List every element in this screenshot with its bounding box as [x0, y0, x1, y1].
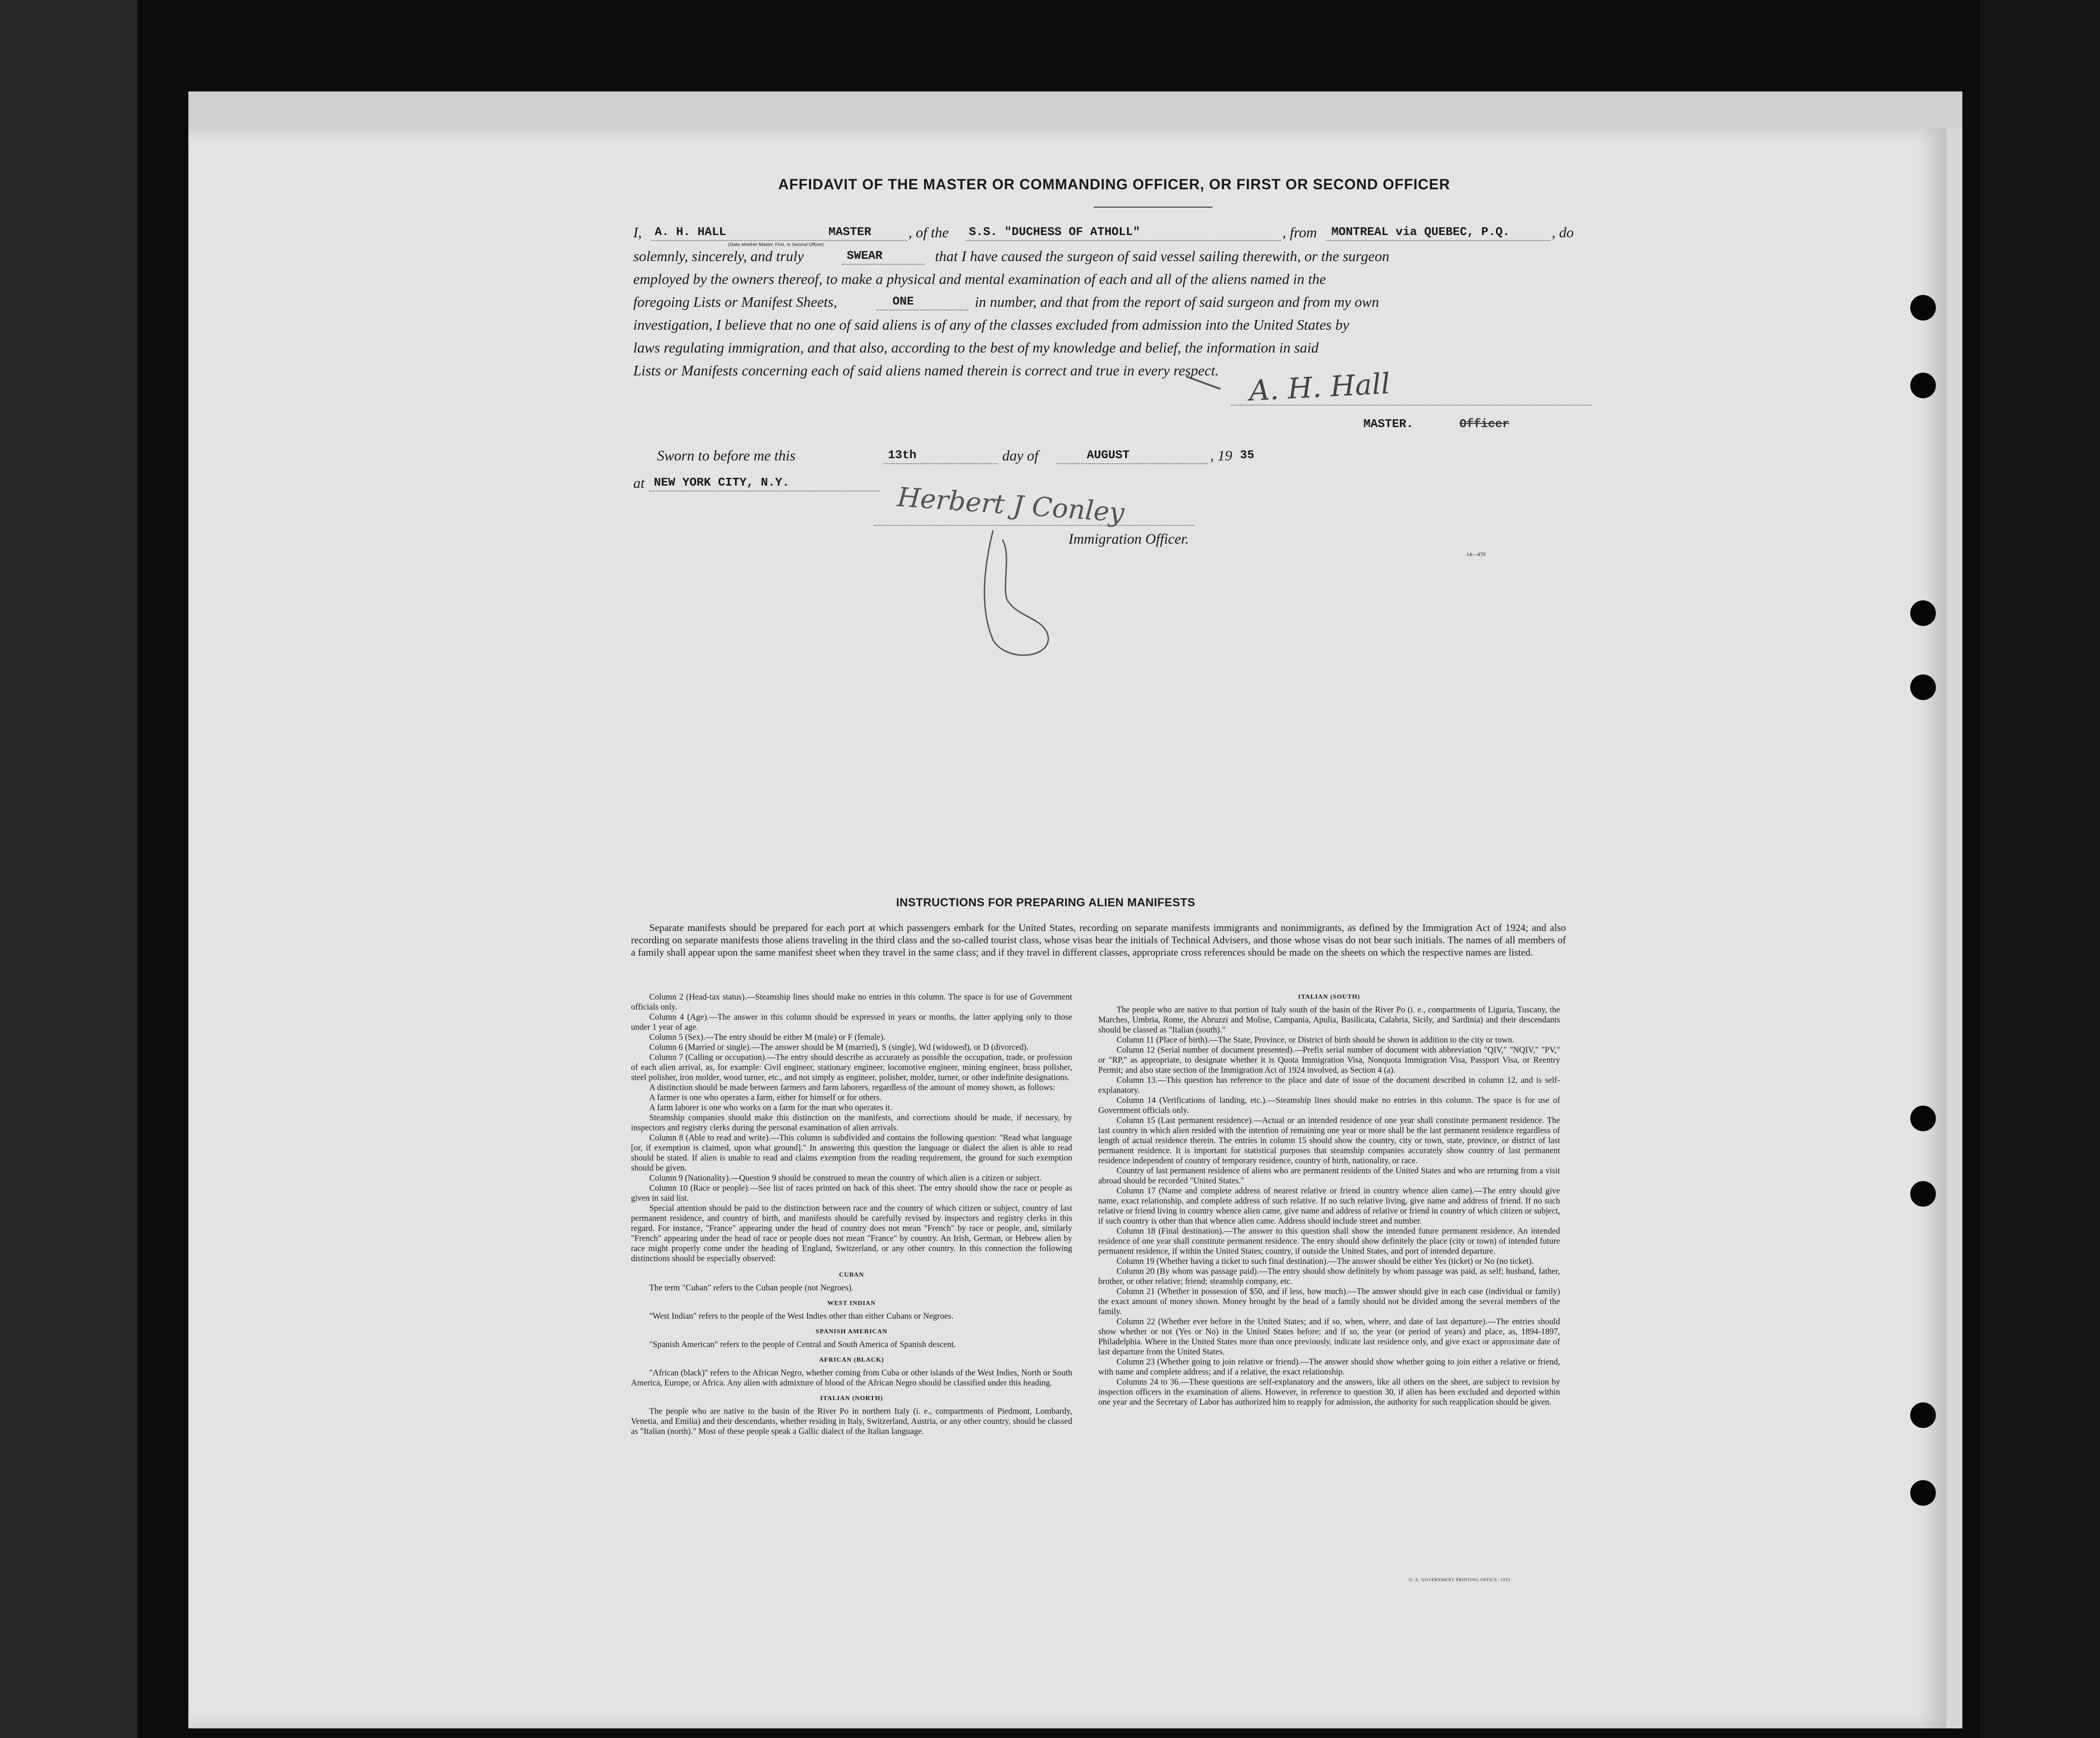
day-of-text: day of: [1002, 447, 1039, 464]
west-indian-text: "West Indian" refers to the people of the West Indies other than either Cubans or Negroes.: [649, 1312, 954, 1321]
ship-fill-line: [966, 240, 1281, 241]
year-prefix: , 19: [1210, 447, 1232, 464]
african-text: "African (black)" refers to the African Negro, whether coming from Cuba or other islands of the West Indies, North or South America, Europe, or Africa. Any alien with admixture of blood of the African Negro should be classified under this heading.: [631, 1369, 1072, 1388]
italian-north-heading: ITALIAN (NORTH): [820, 1395, 883, 1402]
binder-hole: [1910, 1106, 1936, 1131]
right-para: Column 18 (Final destination).—The answer to this question shall show the intended future permanent residence. An intended residence of one year shall constitute permanent residence. The entry should show definitely the place (city or town) of intended future permanent residence, if within the United States; country, if outside the United States, and port of intended departure.: [1098, 1227, 1560, 1256]
left-para: A distinction should be made between farmers and farm laborers, regardless of the amount of money shown, as follows:: [649, 1083, 1055, 1092]
oath-fill-line: [842, 264, 924, 265]
left-para: Column 9 (Nationality).—Question 9 should be construed to mean the country of which alien is a citizen or subject.: [649, 1174, 1042, 1183]
master-name: A. H. HALL: [655, 225, 727, 239]
affidavit-line-4a: foregoing Lists or Manifest Sheets,: [633, 294, 837, 310]
binder-hole: [1910, 674, 1936, 700]
officer-signature: Herbert J Conley: [896, 481, 1126, 529]
left-para: Column 4 (Age).—The answer in this column should be expressed in years or months, the latter applying only to those under 1 year of age.: [631, 1013, 1072, 1032]
departure-port: MONTREAL via QUEBEC, P.Q.: [1331, 225, 1510, 239]
port-fill-line: [1326, 240, 1550, 241]
pronoun-i: I,: [633, 224, 642, 241]
affidavit-line-4b: in number, and that from the report of said surgeon and from my own: [975, 294, 1379, 310]
day-fill-line: [883, 463, 998, 464]
right-para: Column 14 (Verifications of landing, etc.).—Steamship lines should make no entries in this column. The space is for use of Government officials only.: [1098, 1096, 1560, 1115]
spanish-american-heading: SPANISH AMERICAN: [816, 1328, 887, 1335]
affidavit-line-3: employed by the owners thereof, to make a physical and mental examination of each and all of the aliens named in the: [633, 271, 1326, 287]
affidavit-line-7: Lists or Manifests concerning each of said aliens named therein is correct and true in every respect.: [633, 362, 1219, 379]
binder-hole: [1910, 600, 1936, 626]
sworn-year: 35: [1240, 448, 1255, 462]
left-para: A farm laborer is one who works on a farm for the man who operates it.: [649, 1103, 892, 1112]
sworn-day: 13th: [888, 448, 917, 462]
left-para: Column 5 (Sex).—The entry should be either M (male) or F (female).: [649, 1033, 886, 1042]
officer-signature-line: [874, 525, 1194, 526]
instructions-intro: Separate manifests should be prepared for each port at which passengers embark for the United States, recording on separate manifests immigrants and nonimmigrants, as defined by the Immigration Act of 1924; and also recording on separate manifests those aliens traveling in the third class and the so-called tourist class, whose visas bear the initials of Technical Advisers, and those whose visas do not bear such initials. The names of all members of a family shall appear upon the same manifest sheet when they travel in the same class; and if they travel in different classes, appropriate cross references should be made on the sheets on which the respective names are listed.: [631, 922, 1566, 958]
left-para: Column 7 (Calling or occupation).—The entry should describe as accurately as possible the occupation, trade, or profession of each alien arrival, as, for example: Civil engineer, stationary engineer, locomotive engineer, mining engineer, brass polisher, steel polisher, iron molder, wood turner, etc., and not simply as engineer, polisher, molder, turner, or other indefinite designations.: [631, 1053, 1072, 1082]
left-para: Special attention should be paid to the distinction between race and the country of which citizen or subject, country of last permanent residence, and country of birth, and manifests should be carefully revised by inspectors and registry clerks in this regard. For instance, "France" appearing under the head of country does not mean "French" by race or people, and, similarly "French" appearing under the head of race or people does not mean "France" by country. An Irish, German, or Hebrew alien by race might properly come under the heading of England, Switzerland, or any other country. In this connection the following distinctions should be especially observed:: [631, 1204, 1072, 1263]
left-para: Steamship companies should make this distinction on the manifests, and corrections should be made, if necessary, by inspectors and registry clerks during the personal examination of alien arrivals.: [631, 1113, 1072, 1133]
master-rank: MASTER: [828, 225, 871, 239]
master-signature: A. H. Hall: [1248, 366, 1391, 408]
binder-hole: [1910, 295, 1936, 321]
printer-imprint: U. S. GOVERNMENT PRINTING OFFICE: 1935: [1409, 1578, 1511, 1582]
left-para: Column 10 (Race or people).—See list of races printed on back of this sheet. The entry should show the race or people as given in said list.: [631, 1184, 1072, 1203]
left-para: Column 6 (Married or single).—The answer should be M (married), S (single), Wd (widowed), or D (divorced).: [649, 1043, 1029, 1052]
right-para: Column 11 (Place of birth).—The State, Province, or District of birth should be shown in addition to the city or town.: [1117, 1036, 1514, 1045]
officer-title: Immigration Officer.: [1069, 530, 1189, 547]
month-fill-line: [1057, 463, 1208, 464]
name-fill-line: [651, 240, 907, 241]
manifest-page: [188, 128, 1946, 1728]
west-indian-heading: WEST INDIAN: [827, 1300, 876, 1307]
right-para: Column 20 (By whom was passage paid).—The entry should show definitely by whom passage was paid, as self; husband, father, brother, or other relative; friend; steamship company, etc.: [1098, 1267, 1560, 1286]
signer-title: MASTER.: [1363, 417, 1414, 431]
binder-hole: [1910, 373, 1936, 398]
right-para: Column 22 (Whether ever before in the United States; and if so, when, where, and date of last departure).—The entries should show whether or not (Yes or No) in the United States before; and if so, the year (or period of years) and place, as, 1894-1897, Philadelphia. Where in the United States more than once previously, indicate last residence only, and give exact or approximate date of last departure from the United States.: [1098, 1317, 1560, 1357]
signature-line: [1231, 405, 1592, 406]
cuban-text: The term "Cuban" refers to the Cuban people (not Negroes).: [649, 1283, 854, 1293]
sheet-count: ONE: [892, 294, 914, 308]
binder-hole: [1910, 1181, 1936, 1207]
right-para: Column 17 (Name and complete address of nearest relative or friend in country whence alien came).—The entry should give name, exact relationship, and complete address of such relative. If no such relative living, give name and address of friend. If no such relative or friend living in country whence alien came, give name and address of relative or friend in country of which citizen or subject, if such country is other than that whence alien came. Address should include street and number.: [1098, 1187, 1560, 1226]
do-text: , do: [1552, 224, 1574, 241]
sworn-text: Sworn to before me this: [657, 447, 796, 464]
instructions-left-column: [631, 992, 1072, 1437]
italian-north-text: The people who are native to the basin of the River Po in northern Italy (i. e., compartments of Piedmont, Lombardy, Venetia, and Emilia) and their descendants, whether residing in Italy, Switzerland, Austria, or any other country, should be classed as "Italian (north)." Most of these people speak a Gallic dialect of the Italian language.: [631, 1407, 1072, 1436]
affidavit-line-5: investigation, I believe that no one of said aliens is of any of the classes excluded from admission into the United States by: [633, 316, 1349, 333]
oath-word: SWEAR: [847, 249, 883, 262]
right-para: Column 12 (Serial number of document presented).—Prefix serial number of document with abbreviation "QIV," "NQIV," "PV," or "RP," as appropriate, to designate whether it is Quota Immigration Visa, Nonquota Immigration Visa, Passport Visa, or Reentry Permit; and also state section of the Immigration Act of 1924 involved, as Section 4 (a).: [1098, 1046, 1560, 1075]
scan-right-binder: [1980, 0, 2100, 1738]
right-para: Country of last permanent residence of aliens who are permanent residents of the United States and who are returning from a visit abroad should be recorded "United States.": [1098, 1166, 1560, 1186]
scan-left-border: [0, 0, 137, 1738]
right-para: Column 13.—This question has reference to the place and date of issue of the document described in column 12, and is self-explanatory.: [1098, 1076, 1560, 1095]
of-the-text: , of the: [908, 224, 949, 241]
form-number: 14—470: [1466, 551, 1485, 557]
rank-hint: (State whether Master, First, or Second Officer): [728, 242, 824, 247]
affidavit-line-2b: that I have caused the surgeon of said vessel sailing therewith, or the surgeon: [935, 248, 1389, 264]
city-fill-line: [649, 491, 880, 492]
right-para: The people who are native to that portion of Italy south of the basin of the River Po (i. e., compartments of Liguria, Tuscany, the Marches, Umbria, Rome, the Abruzzi and Molise, Campania, Apulia, Basilicata, Calabria, Sicily, and Sardinia) and their descendants should be classed as "Italian (south).": [1098, 1005, 1560, 1035]
right-para: Columns 24 to 36.—These questions are self-explanatory and the answers, like all others on the sheet, are subject to revision by inspection officers in the examination of aliens. However, in reference to question 30, if alien has been excluded and deported within one year and the Secretary of Labor has authorized him to reapply for admission, the authority for such reapplication should be given.: [1098, 1378, 1560, 1407]
cuban-heading: CUBAN: [839, 1272, 864, 1278]
signature-loop: [975, 526, 1057, 663]
instructions-title: INSTRUCTIONS FOR PREPARING ALIEN MANIFESTS: [896, 896, 1196, 909]
sworn-city: NEW YORK CITY, N.Y.: [654, 476, 790, 489]
left-para: Column 8 (Able to read and write).—This column is subdivided and contains the following question: "Read what language [or, if exemption is claimed, upon what ground]." In answering this question the language or dialect the alien is able to read should be stated. If alien is unable to read and claims exemption from the reading requirement, the ground for such exemption should be given.: [631, 1134, 1072, 1173]
at-text: at: [633, 475, 645, 491]
binder-hole: [1910, 1402, 1936, 1428]
african-heading: AFRICAN (BLACK): [819, 1357, 884, 1364]
right-para: Column 21 (Whether in possession of $50, and if less, how much).—The answer should give in each case (individual or family) the exact amount of money shown. Money brought by the head of a family should not be divided among the several members of the family.: [1098, 1287, 1560, 1316]
left-para: A farmer is one who operates a farm, either for himself or for others.: [649, 1093, 882, 1102]
right-para: Column 19 (Whether having a ticket to such final destination).—The answer should be either Yes (ticket) or No (no ticket).: [1117, 1257, 1534, 1266]
ship-name: S.S. "DUCHESS OF ATHOLL": [969, 225, 1140, 239]
right-para: Column 15 (Last permanent residence).—Actual or an intended residence of one year shall constitute permanent residence. The last country in which alien resided with the intention of remaining one year or more shall be the last permanent residence regardless of length of actual residence therein. The entries in column 15 should show the country, city or town, state, province, or district of last permanent residence. It is important for statistical purposes that steamship companies accurately show country of last permanent residence independent of country of temporary residence, country of birth, nationality, or race.: [1098, 1116, 1560, 1166]
from-text: , from: [1282, 224, 1317, 241]
italian-south-heading: ITALIAN (SOUTH): [1298, 994, 1360, 1000]
binder-hole: [1910, 1480, 1936, 1506]
title-rule: [1094, 207, 1213, 208]
sworn-month: AUGUST: [1087, 448, 1130, 462]
affidavit-line-6: laws regulating immigration, and that also, according to the best of my knowledge and belief, the information in said: [633, 339, 1319, 356]
left-para: Column 2 (Head-tax status).—Steamship lines should make no entries in this column. The space is for use of Government officials only.: [631, 993, 1072, 1012]
page-right-edge: [1946, 128, 1962, 1728]
affidavit-line-2a: solemnly, sincerely, and truly: [633, 248, 804, 264]
affidavit-title: AFFIDAVIT OF THE MASTER OR COMMANDING OFFICER, OR FIRST OR SECOND OFFICER: [778, 176, 1450, 193]
struck-officer-word: Officer: [1459, 417, 1510, 431]
right-para: Column 23 (Whether going to join relative or friend).—The answer should show whether going to join either a relative or friend, with name and complete address; and if a relative, the exact relationship.: [1098, 1358, 1560, 1377]
spanish-american-text: "Spanish American" refers to the people of Central and South America of Spanish descent.: [649, 1340, 956, 1349]
instructions-right-column: [1098, 992, 1560, 1407]
